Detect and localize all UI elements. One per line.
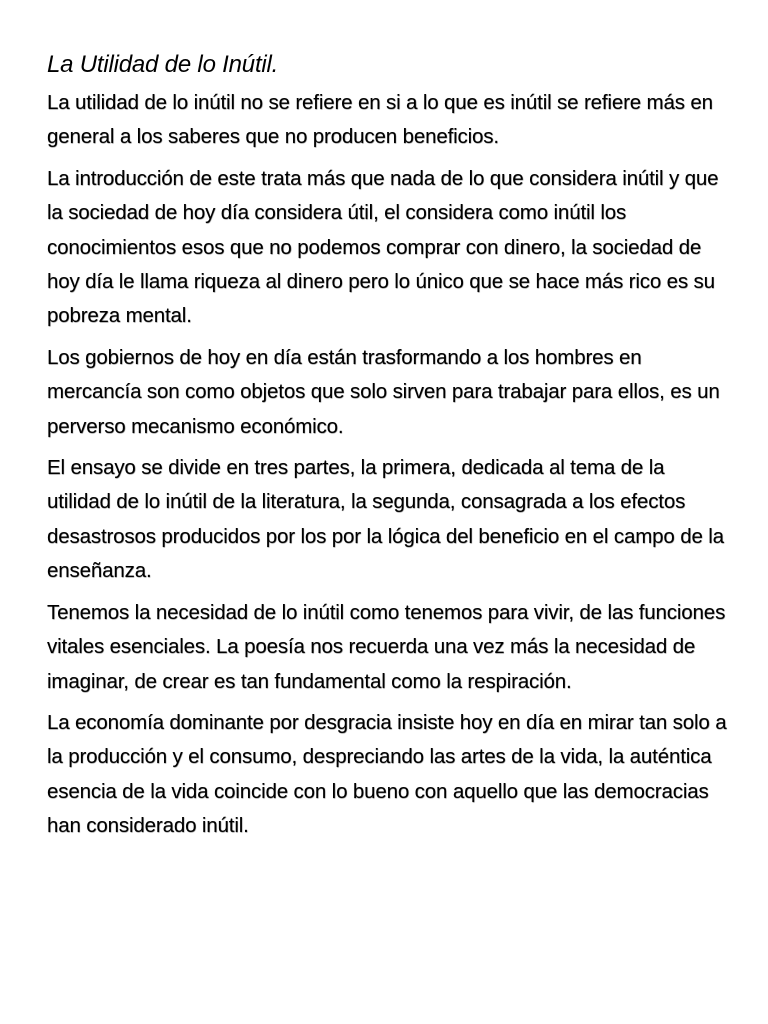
- paragraph-6: La economía dominante por desgracia insiste hoy en día en mirar tan solo a la producción y el consumo, despreciando las artes de la vida, la auténtica esencia de la vida coincide con lo bueno con aquello que las democracias han considerado inútil.: [47, 710, 727, 838]
- paragraph-1: La utilidad de lo inútil no se refiere en si a lo que es inútil se refiere más en general a los saberes que no producen beneficios.: [47, 91, 713, 149]
- document-title: La Utilidad de lo Inútil.: [47, 51, 279, 78]
- paragraph-2: La introducción de este trata más que nada de lo que considera inútil y que la sociedad de hoy día considera útil, el considera como inútil los conocimientos esos que no podemos comprar con dinero, la sociedad de hoy día le llama riqueza al dinero pero lo único que se hace más rico es su pobreza mental.: [47, 166, 719, 328]
- paragraph-5: Tenemos la necesidad de lo inútil como tenemos para vivir, de las funciones vitales esenciales. La poesía nos recuerda una vez más la necesidad de imaginar, de crear es tan fundamental como la respiración.: [47, 600, 726, 693]
- paragraph-4: El ensayo se divide en tres partes, la primera, dedicada al tema de la utilidad de lo inútil de la literatura, la segunda, consagrada a los efectos desastrosos producidos por los por la lógica del beneficio en el campo de la enseñanza.: [47, 456, 724, 583]
- paragraph-3: Los gobiernos de hoy en día están trasformando a los hombres en mercancía son como objetos que solo sirven para trabajar para ellos, es un perverso mecanismo económico.: [47, 345, 720, 438]
